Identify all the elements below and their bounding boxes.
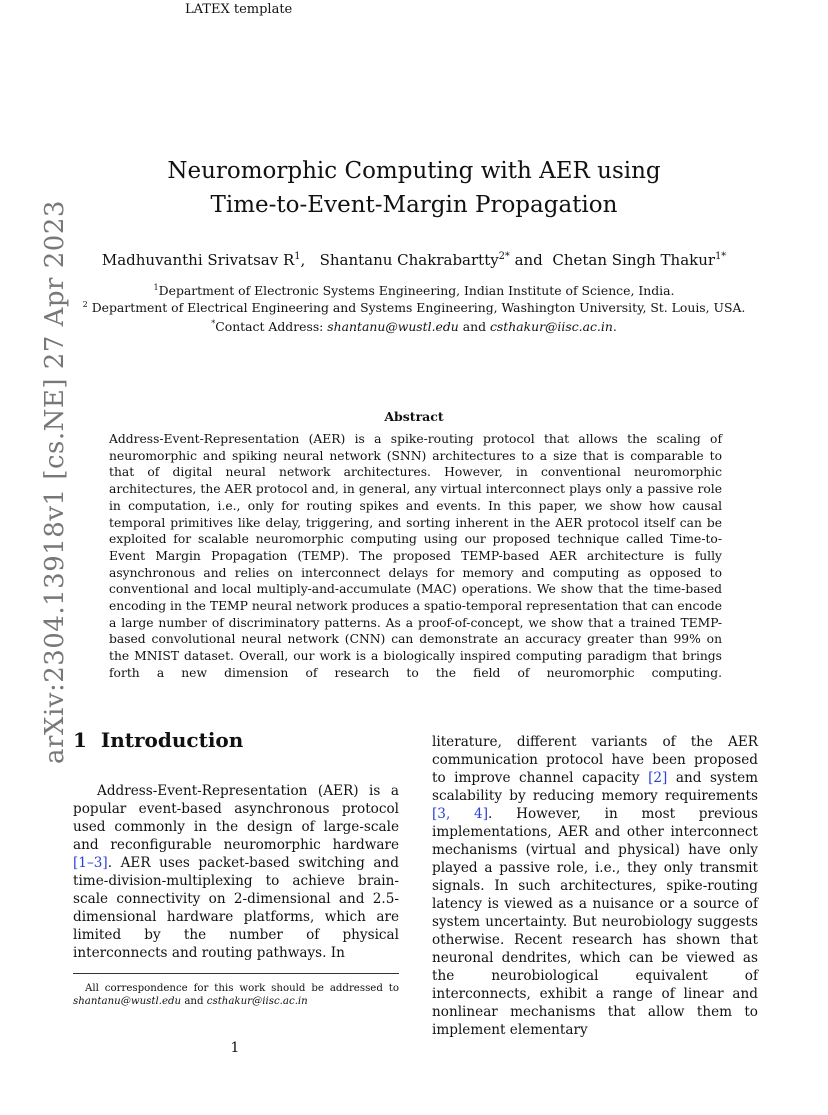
- footnote-email-1[interactable]: shantanu@wustl.edu: [73, 995, 182, 1007]
- citation-link[interactable]: [3, 4]: [432, 806, 488, 822]
- author-3: Chetan Singh Thakur: [552, 251, 716, 269]
- author-list: Madhuvanthi Srivatsav $R^1$, Shantanu Chakrabartty$^{2*}$ and Chetan Singh Thakur$^{1*}$: [101, 251, 727, 269]
- paper-title: [110, 154, 718, 222]
- affiliation-1: $^1$Department of Electronic Systems Engineering, Indian Institute of Science, India.: [153, 283, 675, 299]
- contact-address: *Contact Address: shantanu@wustl.edu and csthakur@iisc.ac.in.: [211, 319, 617, 335]
- footnote-divider: [73, 973, 399, 974]
- contact-email-1[interactable]: shantanu@wustl.edu: [327, 319, 459, 335]
- citation-link[interactable]: [1–3]: [73, 855, 108, 871]
- contact-email-2[interactable]: csthakur@iisc.ac.in: [489, 319, 613, 335]
- affiliation-2: $^2$ Department of Electrical Engineering and Systems Engineering, Washington University, St. Louis, USA.: [82, 300, 746, 316]
- abstract-body: Address-Event-Representation (AER) is a spike-routing protocol that allows the scaling of neuromorphic and spiking neural network (SNN) architectures to a size that is comparable to that of digital neural network architectures. However, in conventional neuromorphic architectures, the AER protocol and, in general, any virtual interconnect plays only a passive role in computation, i.e., only for routing spikes and events. In this paper, we show how causal temporal primitives like delay, triggering, and sorting inherent in the AER protocol itself can be exploited for scalable neuromorphic computing using our proposed technique called Time-to-Event Margin Propagation (TEMP). The proposed TEMP-based AER architecture is fully asynchronous and relies on interconnect delays for memory and computing as opposed to conventional and local multiply-and-accumulate (MAC) operations. We show that the time-based encoding in the TEMP neural network produces a spatio-temporal representation that can encode a large number of discriminatory patterns. As a proof-of-concept, we show that a trained TEMP-based convolutional neural network (CNN) can demonstrate an accuracy greater than 99% on the MNIST dataset. Overall, our work is a biologically inspired computing paradigm that brings forth a new dimension of research to the field of neuromorphic computing.: [109, 432, 722, 680]
- footnote-email-2[interactable]: csthakur@iisc.ac.in: [206, 995, 308, 1007]
- author-3-affil: 1*: [715, 251, 727, 262]
- title-line-2: Time-to-Event-Margin Propagation: [210, 192, 618, 218]
- arxiv-identifier-stamp: arXiv:2304.13918v1 [cs.NE] 27 Apr 2023: [40, 200, 70, 764]
- citation-link[interactable]: [2]: [648, 770, 668, 786]
- abstract-heading: Abstract: [384, 409, 444, 424]
- intro-right-column: literature, different variants of the AER communication protocol have been proposed to improve channel capacity [2] and system scalability by reducing memory requirements [3, 4]. However, in most previous implementations, AER and other interconnect mechanisms (virtual and physical) have only played a passive role, i.e., they only transmit signals. In such architectures, spike-routing latency is viewed as a nuisance or a source of system uncertainty. But neurobiology suggests otherwise. Recent research has shown that neuronal dendrites, which can be viewed as the neurobiological equivalent of interconnects, exhibit a range of linear and nonlinear mechanisms that allow them to implement elementary: [432, 734, 758, 1038]
- author-2-affil: 2*: [498, 251, 510, 262]
- author-1-affil: 1: [294, 251, 301, 262]
- author-2: Shantanu Chakrabartty: [319, 251, 499, 269]
- author-1: Madhuvanthi Srivatsav R: [101, 251, 295, 269]
- section-heading-introduction: 1 Introduction: [73, 728, 244, 752]
- intro-left-column: Address-Event-Representation (AER) is a popular event-based asynchronous protocol used commonly in the design of large-scale and reconfigurable neuromorphic hardware [1–3]. AER uses packet-based switching and time-division-multiplexing to achieve brain-scale connectivity on 2-dimensional and 2.5-dimensional hardware platforms, which are limited by the number of physical interconnects and routing pathways. In: [73, 783, 399, 961]
- page-number: 1: [230, 1040, 240, 1056]
- template-label: LATEX template: [185, 2, 293, 17]
- author-and: and: [514, 251, 543, 269]
- footnote: All correspondence for this work should be addressed to shantanu@wustl.edu and csthakur@iisc.ac.in: [73, 983, 399, 1007]
- title-line-1: Neuromorphic Computing with AER using: [167, 158, 661, 184]
